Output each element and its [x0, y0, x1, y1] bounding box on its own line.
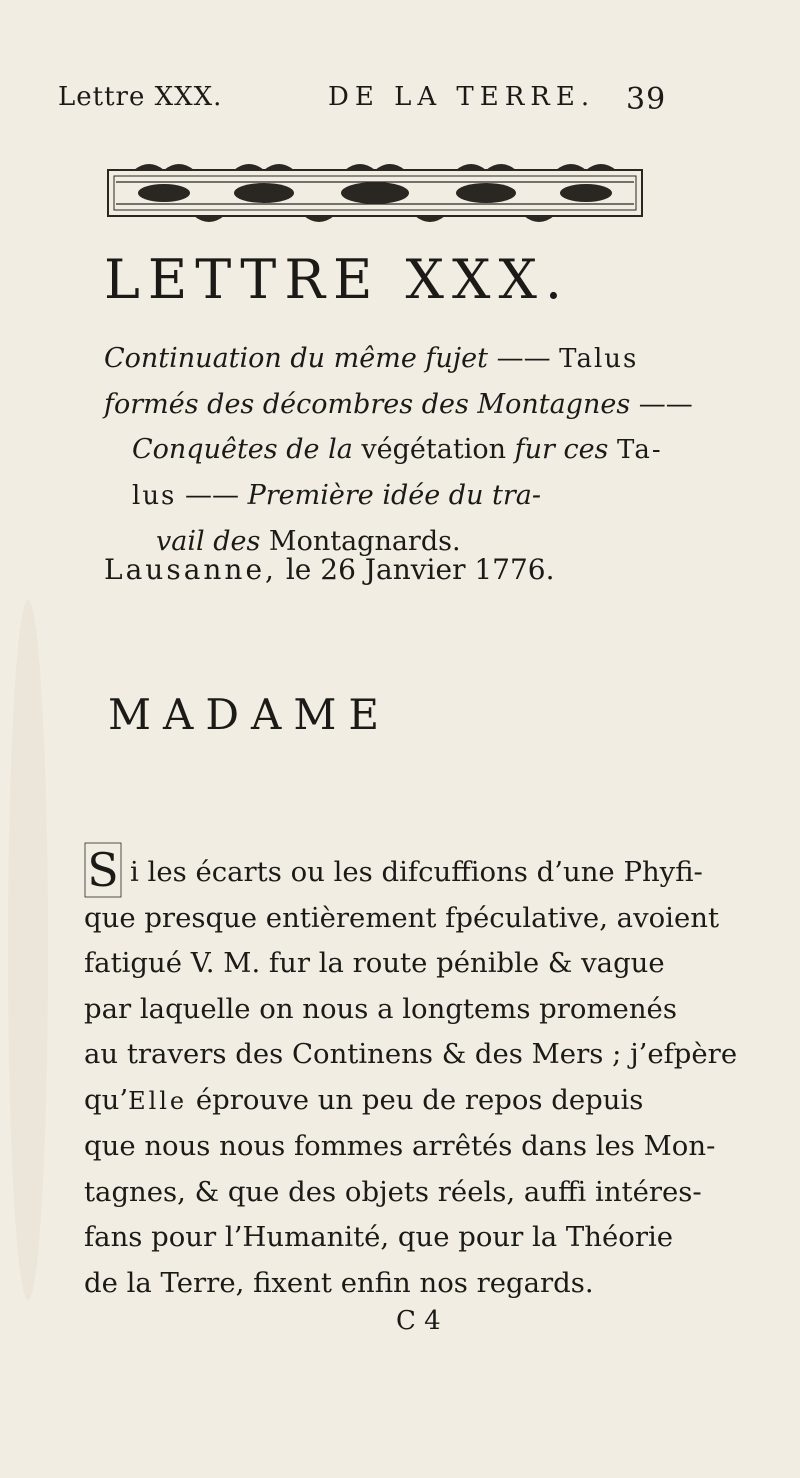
summary-dash: ——	[496, 343, 551, 374]
summary-line-1	[104, 336, 664, 382]
dateline-place: Lausanne,	[104, 553, 277, 586]
summary-text: Continuation du même fujet	[104, 343, 488, 374]
body-line-1: i les écarts ou les difcuffions d’une Phyfi-	[130, 856, 703, 888]
dateline-date: le 26 Janvier 1776.	[285, 553, 555, 586]
body-text: éprouve un peu de repos depuis	[187, 1083, 644, 1116]
summary-dash: ——	[638, 389, 693, 420]
letter-title: LETTRE XXX.	[104, 248, 571, 311]
running-head-left: Lettre XXX.	[58, 82, 223, 112]
body-smallcaps: Elle	[128, 1086, 188, 1115]
summary-smallcaps: Ta-	[617, 435, 663, 465]
summary-text: Première idée du tra-	[247, 480, 542, 511]
body-line-6	[84, 1078, 674, 1125]
body-text: qu’	[84, 1083, 129, 1116]
body-line-2: que presque entièrement fpéculative, avoient	[84, 901, 719, 934]
dateline	[104, 553, 664, 586]
letter-summary	[104, 336, 693, 564]
summary-text: Conquêtes de la	[132, 434, 353, 465]
letter-body	[84, 850, 738, 1306]
page-number: 39	[626, 82, 667, 117]
body-line-10: de la Terre, fixent enfin nos regards.	[84, 1266, 594, 1299]
salutation: MADAME	[108, 690, 392, 739]
body-line-4: par laquelle on nous a longtems promenés	[84, 992, 677, 1025]
summary-roman: Montagnards.	[268, 526, 461, 557]
body-line-5: au travers des Continens & des Mers ; j’efpère	[84, 1038, 738, 1070]
body-line-8: tagnes, & que des objets réels, auffi intéres-	[84, 1175, 702, 1208]
summary-line-3	[104, 427, 664, 473]
summary-text: vail des	[156, 526, 261, 557]
running-head-center: DE LA TERRE.	[328, 82, 596, 112]
summary-smallcaps: lus	[132, 481, 177, 511]
summary-roman: végétation	[361, 434, 506, 465]
summary-line-4	[104, 473, 664, 519]
body-line-3: fatigué V. M. fur la route pénible & vague	[84, 947, 665, 979]
summary-dash: ——	[185, 480, 239, 511]
decorative-head-band-ornament-icon	[104, 158, 646, 230]
summary-text: fur ces	[514, 434, 609, 465]
page-edge-shadow	[8, 600, 48, 1300]
dropcap-letter: S	[87, 843, 119, 897]
body-line-7: que nous nous fommes arrêtés dans les Mon-	[84, 1130, 716, 1162]
printer-signature-mark: C 4	[396, 1306, 441, 1336]
summary-line-2	[104, 382, 693, 427]
running-head	[58, 82, 667, 122]
summary-smallcaps: Talus	[559, 344, 639, 374]
summary-text: formés des décombres des Montagnes	[104, 389, 631, 420]
body-line-9: fans pour l’Humanité, que pour la Théorie	[84, 1221, 674, 1253]
